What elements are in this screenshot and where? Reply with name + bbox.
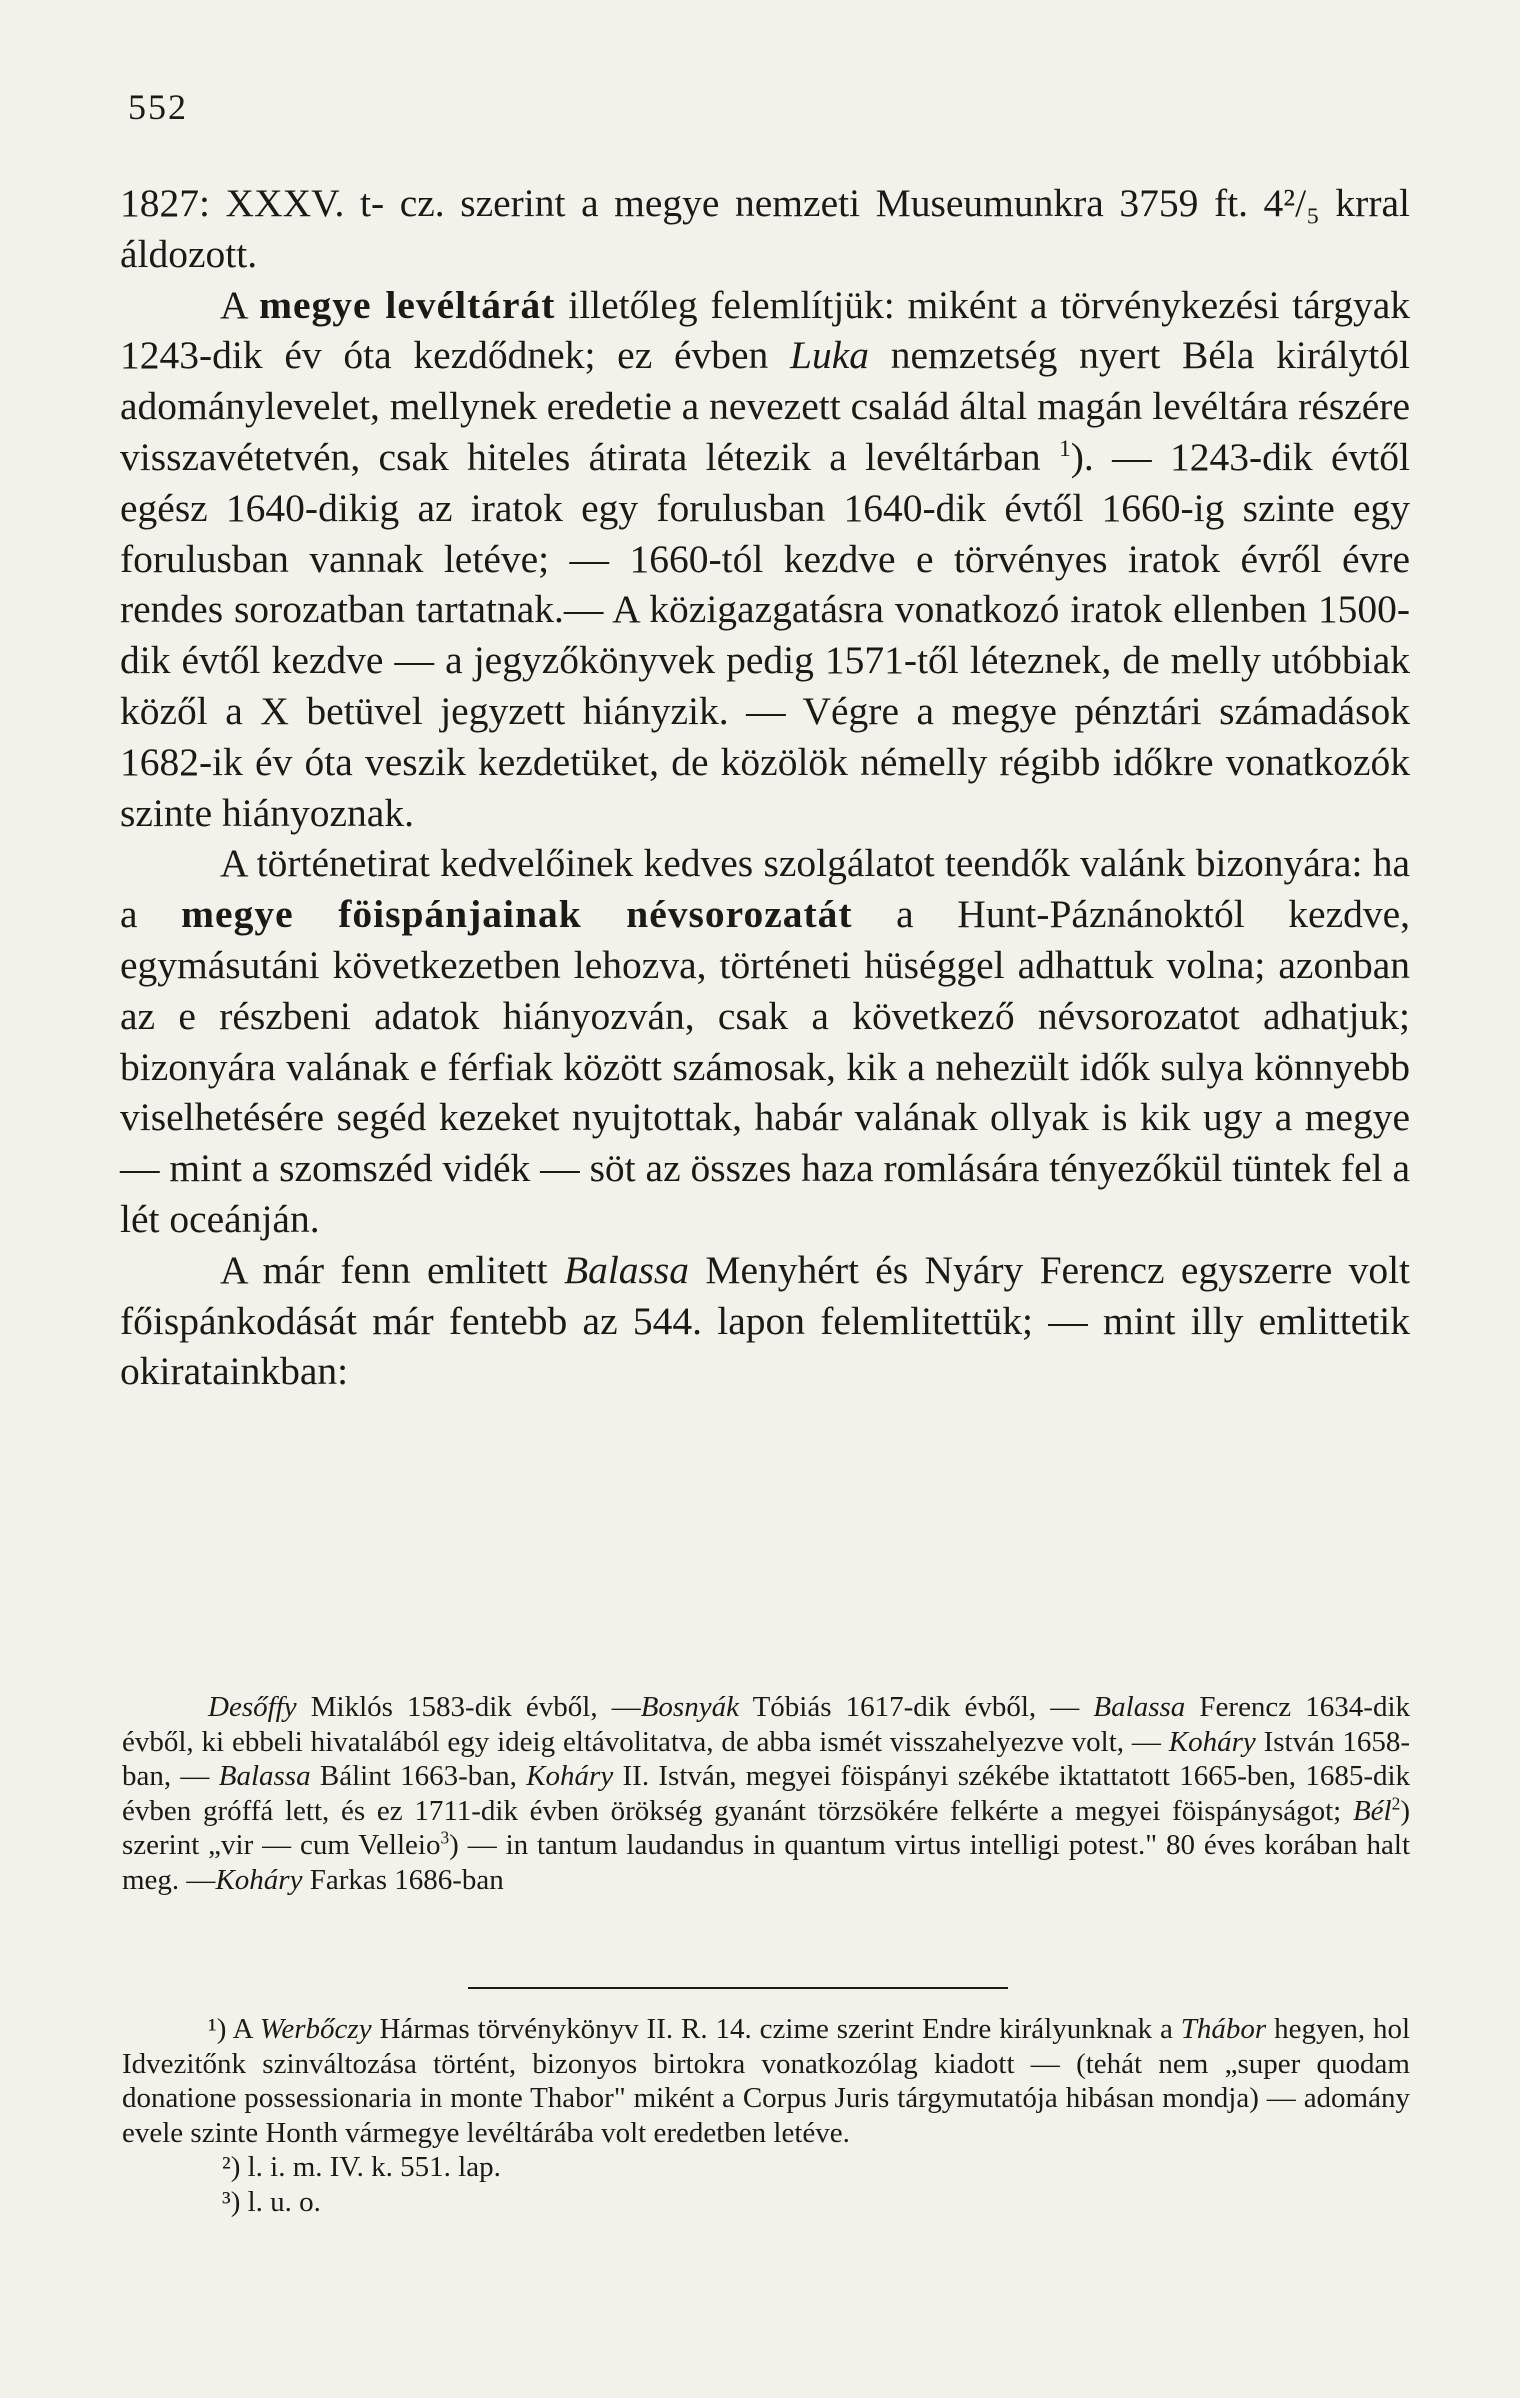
- text-span: nemzetség nyert Béla királytól adománylevelet, mellynek eredetie a nevezett család által magán levéltára részére visszavétetvén, csak hiteles átirata létezik a levéltárban: [120, 333, 1410, 479]
- name: Balassa: [1093, 1691, 1186, 1723]
- text-span: Ferencz 1634-dik évből, ki ebbeli hivatalából egy ideig eltávolitatva, de abba ismét visszahelyezve volt, —: [122, 1691, 1411, 1758]
- text-span: ) — in tantum laudandus in quantum virtus intelligi potest." 80 éves korában halt meg. —: [122, 1829, 1410, 1896]
- text-span: Bálint 1663-ban,: [319, 1760, 517, 1793]
- name: Thábor: [1180, 2013, 1267, 2045]
- text-span: hegyen, hol Idvezitőnk szinváltozása történt, bizonyos birtokra vonatkozólag kiadott — (tehát nem „super quodam donatione possessionaria in monte Thabor" miként a Corpus Juris tárgymutatója hibásan mondja) — adomány evele szinte Honth vármegye levéltárába volt eredetben letéve.: [122, 2013, 1411, 2149]
- footnotes: [122, 2012, 1410, 2219]
- footnote-ref-2: 2: [1391, 1793, 1401, 1814]
- name: Balassa: [218, 1760, 311, 1793]
- text-span: A történetirat kedvelőinek kedves szolgálatot teendők valánk bizonyára: ha a: [120, 841, 1410, 937]
- text-span: A: [232, 2013, 252, 2045]
- governor-list: [122, 1690, 1410, 1898]
- name: Koháry: [526, 1760, 614, 1793]
- paragraph-governors: [120, 838, 1410, 1244]
- highlight-archive: megye levéltárát: [259, 282, 556, 327]
- name-luka: Luka: [790, 333, 869, 378]
- text-span: II. István, megyei föispányi székébe iktattatott 1665-ben, 1685-dik évben gróffá lett, és ez 1711-dik évben örökség gyanánt törzsökére felkérte a megyei föispányságot;: [122, 1760, 1411, 1827]
- footnote-1: [122, 2012, 1410, 2150]
- highlight-governors: megye föispánjainak névsorozatát: [181, 892, 853, 937]
- paragraph-balassa: [120, 1245, 1410, 1397]
- name: Koháry: [1168, 1725, 1256, 1758]
- footnote-ref-1: 1: [1058, 435, 1071, 462]
- paragraph-museum: 1827: XXXV. t- cz. szerint a megye nemzeti Museumunkra 3759 ft. 4²/₅ krral áldozott.: [120, 181, 1410, 276]
- footnote-ref-3: 3: [440, 1827, 450, 1848]
- footnote-3: ³) l. u. o.: [222, 2185, 321, 2218]
- text-span: Farkas 1686-ban: [309, 1863, 504, 1896]
- text-span: Miklós 1583-dik évből, —: [310, 1691, 641, 1723]
- page-number: 552: [128, 87, 188, 127]
- footnote-2: ²) l. i. m. IV. k. 551. lap.: [222, 2151, 501, 2183]
- text-span: Hármas törvénykönyv II. R. 14. czime szerint Endre királyunknak a: [379, 2013, 1173, 2045]
- name: Bosnyák: [640, 1691, 739, 1723]
- text-span: A már fenn emlitett: [220, 1247, 548, 1292]
- footnote-mark: ¹): [208, 2013, 227, 2045]
- text-span: ) szerint „vir — cum Velleio: [122, 1794, 1410, 1862]
- paragraph-archive: [120, 280, 1410, 839]
- footnote-divider: [468, 1987, 1008, 1989]
- name: Koháry: [215, 1863, 303, 1896]
- name: Desőffy: [208, 1691, 297, 1723]
- name: Werbőczy: [259, 2013, 372, 2045]
- text-span: ). — 1243-dik évtől egész 1640-dikig az iratok egy forulusban 1640-dik évtől 1660-ig szinte egy forulusban vannak letéve; — 1660-tól kezdve e törvényes iratok évről évre rendes sorozatban tartatnak.— A közigazgatásra vonatkozó iratok ellenben 1500-dik évtől kezdve — a jegyzőkönyvek pedig 1571-től léteznek, de melly utóbbiak közől a X betüvel jegyzett hiányzik. — Végre a megye pénztári számadások 1682-ik év óta veszik kezdetüket, de közölök némelly régibb időkre vonatkozók szinte hiányoznak.: [120, 434, 1410, 835]
- main-text: [120, 178, 1410, 1397]
- text-span: illetőleg felemlítjük: miként a törvénykezési tárgyak 1243-dik év óta kezdődnek; ez évben: [120, 282, 1411, 378]
- text-span: Menyhért és Nyáry Ferencz egyszerre volt főispánkodását már fentebb az 544. lapon felemlitettük; — mint illy emlittetik okiratainkban:: [120, 1247, 1411, 1394]
- text-span: a Hunt-Páznánoktól kezdve, egymásutáni következetben lehozva, történeti hüséggel adhattuk volna; azonban az e részbeni adatok hiányozván, csak a következő névsorozatot adhatjuk; bizonyára valának e férfiak között számosak, kik a nehezült idők sulya könnyebb viselhetésére segéd kezeket nyujtottak, habár valának ollyak is kik ugy a megye — mint a szomszéd vidék — söt az összes haza romlására tényezőkül tüntek fel a lét oceánján.: [120, 892, 1411, 1241]
- name-balassa: Balassa: [563, 1247, 690, 1292]
- text-span: Tóbiás 1617-dik évből, —: [752, 1691, 1080, 1723]
- text-span: István 1658-ban, —: [122, 1725, 1410, 1793]
- text-span: A: [220, 282, 247, 327]
- governor-list-text: [122, 1690, 1410, 1898]
- name: Bél: [1352, 1794, 1392, 1827]
